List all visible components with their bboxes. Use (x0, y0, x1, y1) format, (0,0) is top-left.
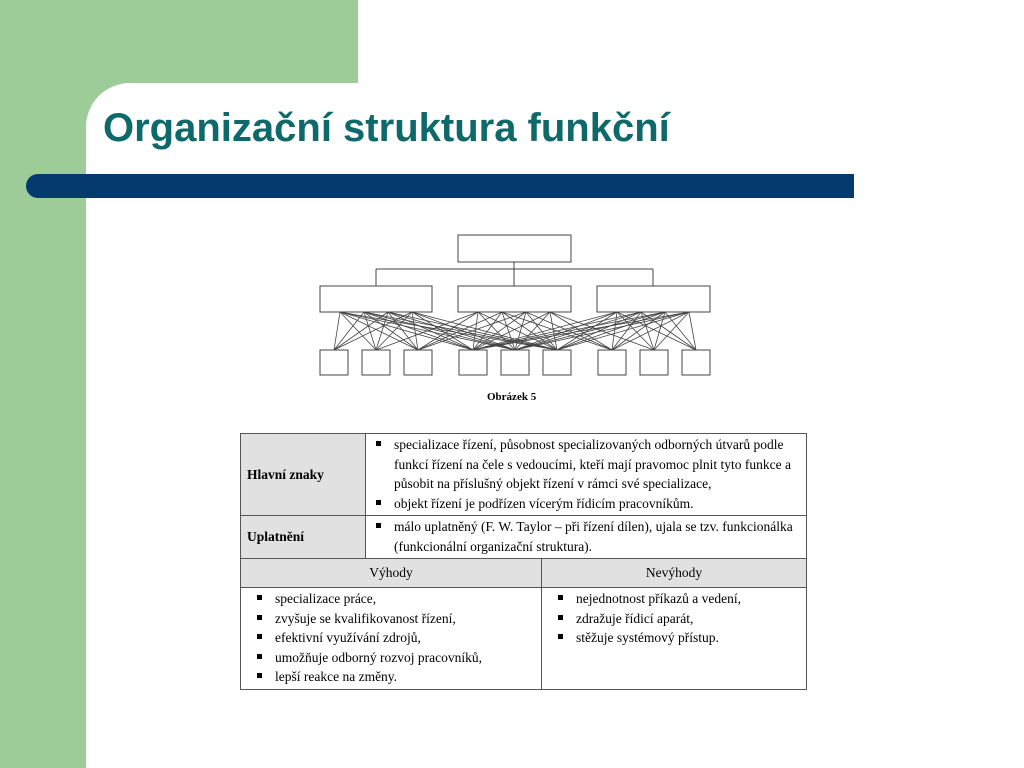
leaf-box (543, 350, 571, 375)
functional-links (334, 312, 696, 350)
leaf-box (320, 350, 348, 375)
mid-box-1 (320, 286, 432, 312)
table-row (241, 516, 807, 559)
list-item: specializace řízení, působnost specializovaných odborných útvarů podle funkcí řízení na čele s vedoucími, kteří mají pravomoc plnit tyto funkce a působit na příslušný objekt řízení v rámci své specializace, (376, 435, 802, 494)
mid-box-3 (597, 286, 710, 312)
leaf-box (362, 350, 390, 375)
leaf-boxes (320, 350, 710, 375)
functional-link-line (473, 312, 641, 350)
list-item: stěžuje systémový přístup. (558, 628, 802, 648)
list-item: efektivní využívání zdrojů, (257, 628, 537, 648)
list-item: objekt řízení je podřízen vícerým řídicím pracovníkům. (376, 494, 802, 514)
list-item: specializace práce, (257, 589, 537, 609)
functional-link-line (364, 312, 515, 350)
table-row (241, 559, 807, 588)
slide-title: Organizační struktura funkční (103, 106, 670, 150)
table-row (241, 434, 807, 516)
row-label-application: Uplatnění (241, 516, 366, 559)
leaf-box (404, 350, 432, 375)
table-row (241, 588, 807, 690)
leaf-box (598, 350, 626, 375)
leaf-box (459, 350, 487, 375)
disadvantages-cell (542, 588, 807, 690)
features-table (240, 433, 807, 690)
top-box (458, 235, 571, 262)
list-item: nejednotnost příkazů a vedení, (558, 589, 802, 609)
row-label-main-features: Hlavní znaky (241, 434, 366, 516)
list-item: zvyšuje se kvalifikovanost řízení, (257, 609, 537, 629)
figure-caption: Obrázek 5 (487, 391, 537, 403)
functional-link-line (334, 312, 364, 350)
list-item: zdražuje řídicí aparát, (558, 609, 802, 629)
functional-link-line (334, 312, 340, 350)
disadvantages-header: Nevýhody (542, 559, 807, 588)
org-chart-diagram (300, 225, 720, 385)
leaf-box (682, 350, 710, 375)
functional-link-line (515, 312, 665, 350)
list-item: lepší reakce na změny. (257, 667, 537, 687)
functional-link-line (689, 312, 696, 350)
advantages-cell (241, 588, 542, 690)
mid-box-2 (458, 286, 571, 312)
leaf-box (640, 350, 668, 375)
connector-lines (376, 262, 653, 286)
functional-link-line (376, 312, 388, 350)
title-underline-bar (26, 174, 854, 198)
list-item: umožňuje odborný rozvoj pracovníků, (257, 648, 537, 668)
main-features-cell (366, 434, 807, 516)
application-cell (366, 516, 807, 559)
advantages-header: Výhody (241, 559, 542, 588)
leaf-box (501, 350, 529, 375)
list-item: málo uplatněný (F. W. Taylor – při řízení dílen), ujala se tzv. funkcionálka (funkcionální organizační struktura). (376, 517, 802, 556)
